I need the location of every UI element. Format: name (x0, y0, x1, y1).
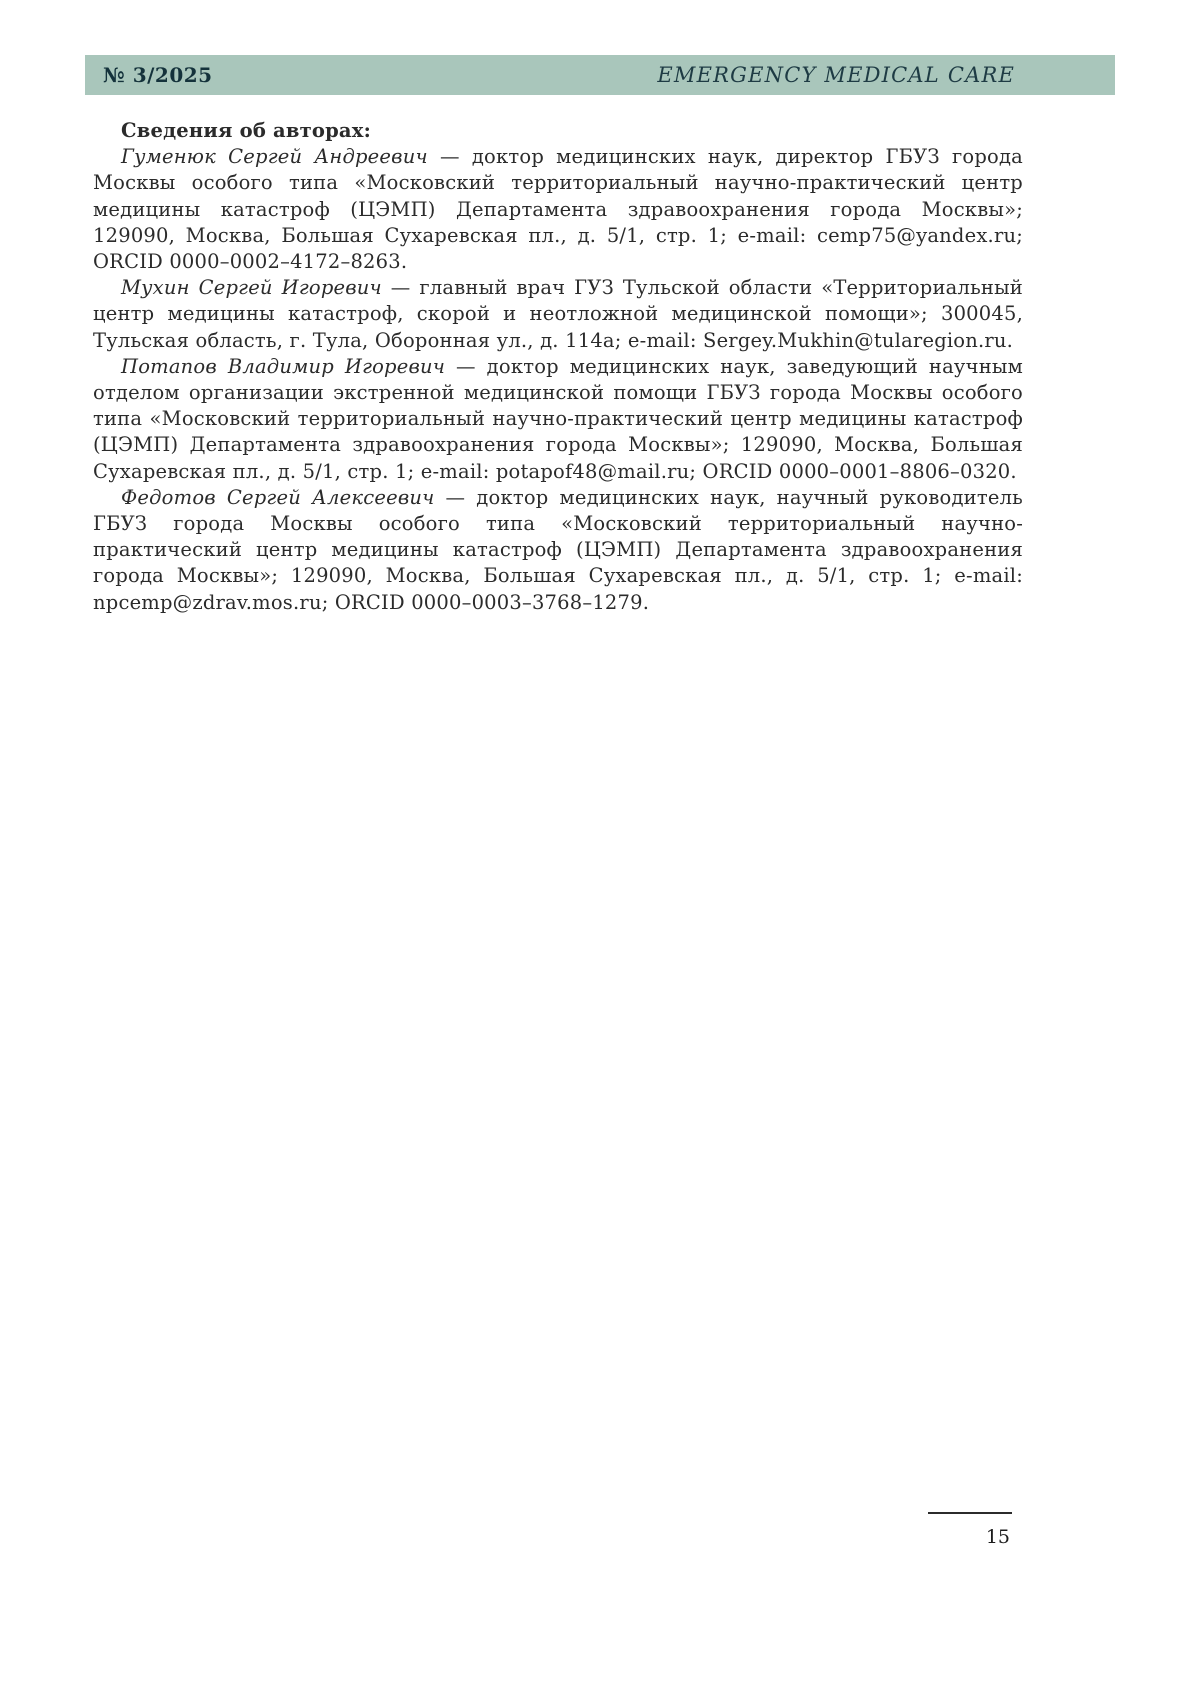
author-name: Гуменюк Сергей Андреевич (121, 145, 428, 169)
author-name: Потапов Владимир Игоревич (121, 354, 446, 378)
page-number: 15 (985, 1526, 1010, 1548)
page-header-bar (85, 55, 1115, 95)
authors-section (93, 118, 1023, 616)
author-details: — главный врач ГУЗ Тульской области «Территориальный центр медицины катастроф, скорой и неотложной медицинской помощи»; 300045, Тульская область, г. Тула, Оборонная ул., д. 114а; e-mail: Sergey.Mukhin@tularegion.ru. (93, 276, 1023, 352)
author-details: — доктор медицинских наук, заведующий научным отделом организации экстренной медицинской помощи ГБУЗ города Москвы особого типа «Московский территориальный научно-практический центр медицины катастроф (ЦЭМП) Департамента здравоохранения города Москвы»; 129090, Москва, Большая Сухаревская пл., д. 5/1, стр. 1; e-mail: potapof48@mail.ru; ORCID 0000–0001–8806–0320. (93, 354, 1023, 483)
author-details: — доктор медицинских наук, научный руководитель ГБУЗ города Москвы особого типа «Московский территориальный научно-практический центр медицины катастроф (ЦЭМП) Департамента здравоохранения города Москвы»; 129090, Москва, Большая Сухаревская пл., д. 5/1, стр. 1; e-mail: npcemp@zdrav.mos.ru; ORCID 0000–0003–3768–1279. (93, 485, 1023, 614)
journal-title: EMERGENCY MEDICAL CARE (657, 63, 1015, 87)
author-name: Мухин Сергей Игоревич (121, 276, 382, 300)
author-paragraph (93, 354, 1023, 485)
author-details: — доктор медицинских наук, директор ГБУЗ города Москвы особого типа «Московский территориальный научно-практический центр медицины катастроф (ЦЭМП) Департамента здравоохранения города Москвы»; 129090, Москва, Большая Сухаревская пл., д. 5/1, стр. 1; e-mail: cemp75@yandex.ru; ORCID 0000–0002–4172–8263. (93, 145, 1024, 274)
section-title: Сведения об авторах: (121, 119, 371, 142)
issue-number: № 3/2025 (103, 63, 213, 87)
author-paragraph (93, 275, 1023, 354)
author-paragraph (93, 144, 1023, 275)
author-name: Федотов Сергей Алексеевич (121, 485, 435, 509)
author-paragraph (93, 485, 1023, 616)
footer-rule (928, 1512, 1012, 1514)
